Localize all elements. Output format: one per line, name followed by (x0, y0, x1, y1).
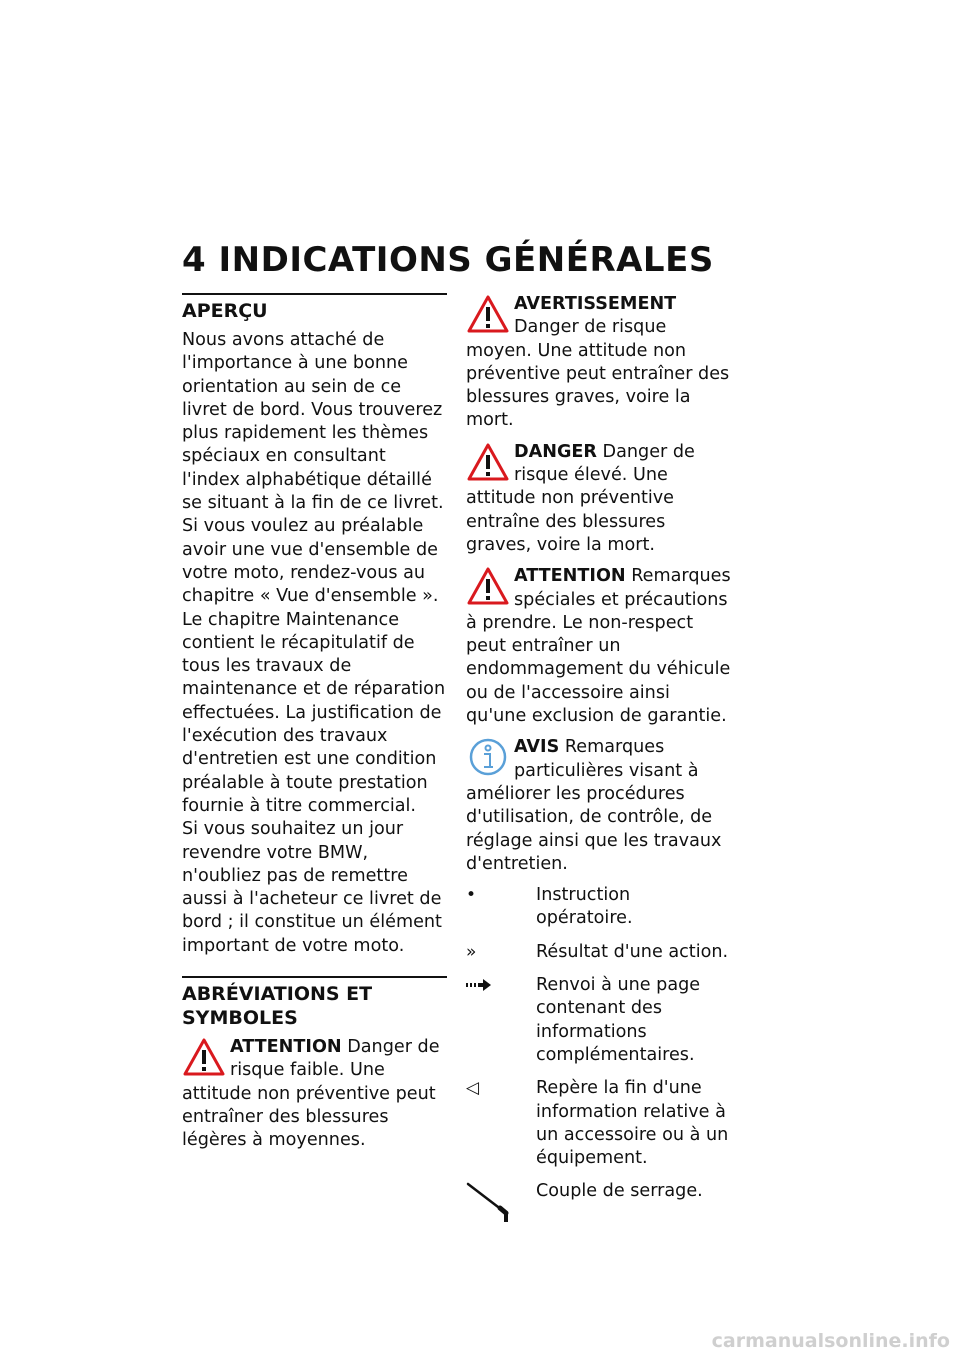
torque-wrench-icon (466, 1180, 536, 1231)
end-marker-icon: ◁ (466, 1078, 480, 1099)
warning-triangle-icon (466, 566, 510, 606)
right-column (466, 293, 732, 1241)
note-text: Remarques spéciales et précautions à prendre. Le non-respect peut entraîner un endommagement du véhicule ou de l'accessoire ainsi qu'une exclusion de garantie. (466, 566, 731, 727)
warning-note-danger (466, 441, 732, 557)
symbol-row-torque (466, 1180, 732, 1231)
symbol-description: Instruction opératoire. (536, 885, 633, 929)
symbol-description: Couple de serrage. (536, 1181, 703, 1202)
abbreviations-heading: ABRÉVIATIONS ET SYMBOLES (182, 983, 373, 1030)
warning-note-attention (466, 565, 732, 728)
symbol-row-page-reference (466, 974, 732, 1067)
warning-note-avertissement (466, 293, 732, 433)
page-reference-arrow-icon (466, 974, 536, 999)
attention-low-risk-note (182, 1036, 447, 1152)
overview-paragraph-1: Nous avons attaché de l'importance à une bonne orientation au sein de ce livret de bord. Vous trouverez plus rapidement les thèmes spéciaux en consultant l'index alphabétique détaillé se situant à la fin de ce livret. Si vous voulez au préalable avoir une vue d'ensemble de votre moto, rendez-vous au chapitre « Vue d'ensemble ». Le chapitre Maintenance contient le récapitulatif de tous les travaux de maintenance et de réparation effectuées. La justification de l'exécution des travaux d'entretien est une condition préalable à toute prestation fournie à titre commercial. (182, 330, 446, 816)
warning-triangle-icon (182, 1037, 226, 1077)
note-text: Danger de risque moyen. Une attitude non préventive peut entraîner des blessures graves, voire la mort. (466, 317, 730, 431)
section-rule (182, 293, 447, 295)
symbol-description: Résultat d'une action. (536, 941, 729, 962)
info-note-avis (466, 736, 732, 876)
note-keyword: ATTENTION (230, 1037, 342, 1058)
note-keyword: AVIS (514, 737, 560, 758)
section-rule (182, 976, 447, 978)
symbol-row-result (466, 941, 732, 964)
chapter-title: 4 INDICATIONS GÉNÉRALES (182, 240, 714, 280)
note-keyword: AVERTISSEMENT (514, 294, 677, 314)
info-icon (466, 737, 510, 777)
warning-triangle-icon (466, 442, 510, 482)
note-text: Remarques particulières visant à améliorer les procédures d'utilisation, de contrôle, de réglage ainsi que les travaux d'entretien. (466, 737, 722, 874)
note-text: Danger de risque faible. Une attitude non préventive peut entraîner des blessures légères à moyennes. (182, 1037, 440, 1151)
left-column (182, 293, 447, 1161)
note-keyword: DANGER (514, 441, 597, 462)
warning-triangle-icon (466, 294, 510, 334)
symbol-row-end-marker (466, 1077, 732, 1170)
note-keyword: ATTENTION (514, 566, 626, 587)
bullet-icon: • (466, 885, 477, 906)
note-text: Danger de risque élevé. Une attitude non préventive entraîne des blessures graves, voire la mort. (466, 441, 695, 555)
symbol-description: Repère la fin d'une information relative à un accessoire ou à un équipement. (536, 1078, 729, 1169)
overview-heading: APERÇU (182, 300, 268, 322)
symbol-row-instruction (466, 884, 732, 931)
result-icon: » (466, 941, 477, 962)
symbol-description: Renvoi à une page contenant des informations complémentaires. (536, 975, 701, 1065)
watermark: carmanualsonline.info (711, 1330, 950, 1352)
overview-paragraph-2: Si vous souhaitez un jour revendre votre BMW, n'oubliez pas de remettre aussi à l'acheteur ce livret de bord ; il constitue un élément important de votre moto. (182, 819, 442, 956)
